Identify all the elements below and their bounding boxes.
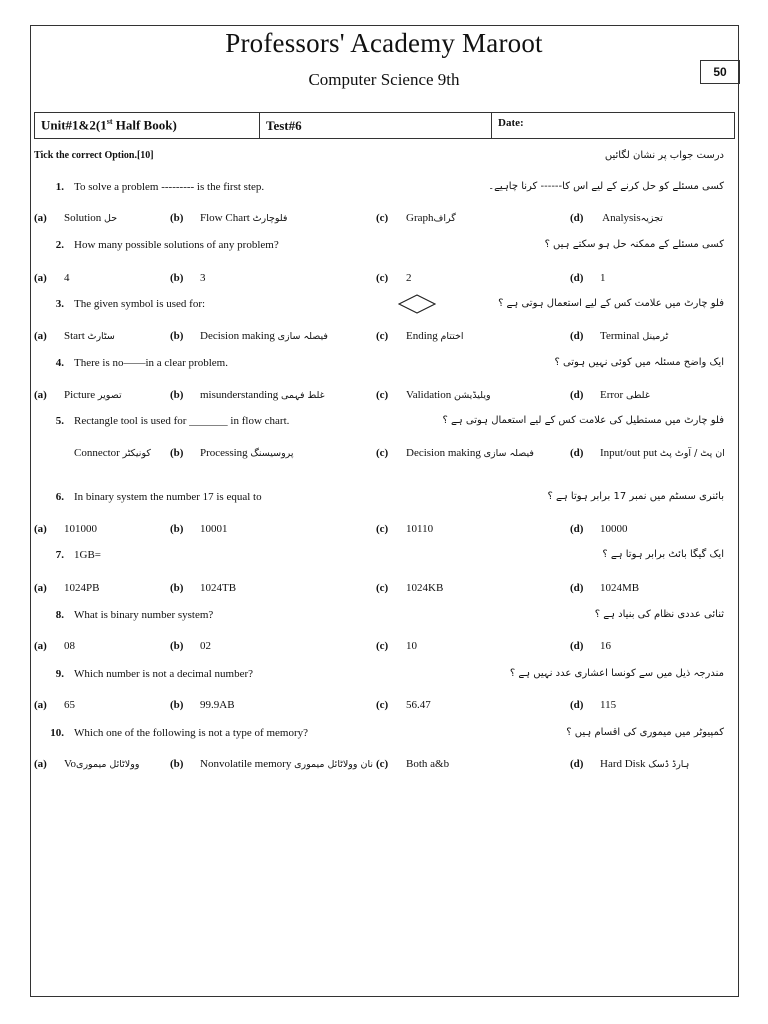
question-number: 4. — [55, 357, 64, 369]
option-urdu: پروسیسنگ — [250, 448, 294, 459]
option-text: 3 — [200, 272, 206, 284]
option-text: 99.9AB — [200, 699, 235, 711]
question-row — [34, 357, 724, 377]
option-label: (c) — [376, 272, 389, 284]
option-a[interactable] — [34, 330, 115, 342]
question-urdu: مندرجہ ذیل میں سے کونسا اعشاری عدد نہیں ہے ؟ — [509, 668, 724, 679]
question-text — [34, 181, 264, 193]
option-label: (a) — [34, 272, 47, 284]
option-label: (d) — [570, 447, 584, 459]
option-label: (d) — [570, 330, 584, 342]
option-text: Connector — [74, 447, 123, 459]
option-label: (b) — [170, 389, 184, 401]
option-label: (a) — [34, 758, 47, 770]
question-english: Rectangle tool is used for _______ in flow chart. — [74, 415, 290, 427]
option-text: Processing — [200, 447, 251, 459]
question-urdu: ایک گیگا بائٹ برابر ہوتا ہے ؟ — [602, 549, 724, 560]
option-a[interactable] — [34, 272, 70, 284]
option-b[interactable] — [170, 758, 373, 770]
option-text: 10000 — [600, 523, 628, 535]
option-text: 1024MB — [600, 582, 640, 594]
option-c[interactable] — [376, 330, 464, 342]
question-english: Which number is not a decimal number? — [74, 668, 253, 680]
option-label: (b) — [170, 699, 184, 711]
option-text: Analysis — [600, 212, 641, 224]
question-text — [34, 491, 262, 503]
option-text: 65 — [64, 699, 75, 711]
question-text — [34, 239, 279, 251]
option-label: (c) — [376, 758, 389, 770]
test-label: Test#6 — [266, 117, 302, 133]
option-a[interactable] — [34, 582, 99, 594]
option-urdu: تجزیہ — [640, 213, 663, 224]
option-label: (a) — [34, 212, 47, 224]
option-urdu: گراف — [433, 213, 456, 224]
option-text: Input/out put — [600, 447, 660, 459]
test-cell — [260, 113, 492, 138]
option-text: Validation — [406, 389, 454, 401]
question-number: 1. — [55, 181, 64, 193]
option-text: 1 — [600, 272, 606, 284]
question-number: 7. — [55, 549, 64, 561]
option-label: (c) — [376, 699, 389, 711]
option-d[interactable] — [570, 640, 611, 652]
question-number: 9. — [55, 668, 64, 680]
date-label: Date: — [498, 117, 524, 129]
option-label: (b) — [170, 640, 184, 652]
question-number: 2. — [55, 239, 64, 251]
option-urdu: غلط فہمی — [280, 390, 325, 401]
option-urdu: ویلیڈیشن — [453, 390, 491, 401]
option-label: (d) — [570, 699, 584, 711]
question-text — [34, 357, 228, 369]
marks-box: 50 — [700, 60, 740, 84]
option-label: (b) — [170, 272, 184, 284]
option-c[interactable] — [376, 582, 443, 594]
option-text: 10 — [406, 640, 417, 652]
option-text: Vo — [64, 758, 77, 770]
option-c[interactable] — [376, 272, 412, 284]
option-text: 1024KB — [406, 582, 444, 594]
question-row — [34, 181, 724, 201]
option-c[interactable] — [376, 758, 449, 770]
question-urdu: کسی مسئلے کو حل کرنے کے لیے اس کا------ کرنا چاہیے۔ — [488, 181, 724, 192]
question-text — [34, 549, 101, 561]
question-text — [34, 298, 205, 310]
question-english: In binary system the number 17 is equal to — [74, 491, 262, 503]
question-urdu: فلو چارٹ میں مستطیل کی علامت کس کے لیے استعمال ہوتی ہے ؟ — [442, 415, 724, 426]
option-text: 10110 — [406, 523, 434, 535]
option-text: 02 — [200, 640, 211, 652]
option-text: Nonvolatile memory — [200, 758, 295, 770]
option-label: (c) — [376, 447, 389, 459]
option-text: Start — [64, 330, 88, 342]
option-b[interactable] — [170, 582, 236, 594]
question-english: Which one of the following is not a type of memory? — [74, 727, 308, 739]
option-urdu: فیصلہ سازی — [277, 331, 328, 342]
question-urdu: ثنائی عددی نظام کی بنیاد ہے ؟ — [594, 609, 724, 620]
option-b[interactable] — [170, 640, 211, 652]
option-b[interactable] — [170, 523, 228, 535]
option-text: 10001 — [200, 523, 228, 535]
option-label: (a) — [34, 389, 47, 401]
option-label: (c) — [376, 330, 389, 342]
option-urdu: ٹرمینل — [642, 331, 669, 342]
option-b[interactable] — [170, 699, 235, 711]
question-urdu: کمپیوٹر میں میموری کی اقسام ہیں ؟ — [566, 727, 724, 738]
unit-cell — [35, 113, 260, 138]
option-urdu: اختتام — [440, 331, 464, 342]
option-label: (d) — [570, 640, 584, 652]
option-text: 1024PB — [64, 582, 100, 594]
option-text: 115 — [600, 699, 617, 711]
option-label: (b) — [170, 582, 184, 594]
option-d[interactable] — [570, 758, 689, 770]
option-text: 101000 — [64, 523, 97, 535]
page-title: Professors' Academy Maroot — [225, 28, 543, 58]
option-label: (b) — [170, 330, 184, 342]
question-english: To solve a problem --------- is the first step. — [74, 181, 265, 193]
question-number: 3. — [55, 298, 64, 310]
option-text: Picture — [64, 389, 98, 401]
option-label: (d) — [570, 212, 584, 224]
unit-label: Unit#1&2(1st Half Book) — [41, 117, 177, 133]
question-english: How many possible solutions of any problem? — [74, 239, 279, 251]
page-border — [30, 25, 739, 997]
option-text: Solution — [64, 212, 105, 224]
option-b[interactable] — [170, 330, 328, 342]
instructions-row — [34, 150, 724, 170]
option-urdu: نان وولاٹائل میموری — [294, 759, 373, 770]
option-d[interactable] — [570, 523, 628, 535]
option-d[interactable] — [570, 447, 725, 459]
option-text: Terminal — [600, 330, 643, 342]
option-a[interactable] — [34, 699, 75, 711]
option-label: (a) — [34, 523, 47, 535]
option-text: 56.47 — [406, 699, 431, 711]
option-text: 2 — [406, 272, 412, 284]
decision-diamond-symbol — [398, 294, 436, 314]
option-urdu: ہارڈ ڈسک — [648, 759, 690, 770]
option-text: misunderstanding — [200, 389, 281, 401]
option-urdu: وولاٹائل میموری — [76, 759, 140, 770]
question-english: What is binary number system? — [74, 609, 214, 621]
option-urdu: کونیکٹر — [122, 448, 151, 459]
question-row — [34, 727, 724, 747]
option-text: 08 — [64, 640, 75, 652]
option-c[interactable] — [376, 389, 491, 401]
option-label: (b) — [170, 523, 184, 535]
instructions-en: Tick the correct Option.[10] — [34, 150, 154, 161]
question-row — [34, 239, 724, 259]
question-english: There is no——in a clear problem. — [74, 357, 228, 369]
option-text: Both a&b — [406, 758, 450, 770]
option-c[interactable] — [376, 212, 456, 224]
question-row — [34, 298, 724, 318]
option-urdu: ان پٹ / آوٹ پٹ — [659, 448, 725, 459]
option-b[interactable] — [170, 447, 294, 459]
question-text — [34, 415, 289, 427]
option-label: (d) — [570, 389, 584, 401]
option-label: (c) — [376, 523, 389, 535]
option-label: (c) — [376, 212, 389, 224]
question-row — [34, 668, 724, 688]
question-text — [34, 609, 213, 621]
option-text: Flow Chart — [200, 212, 253, 224]
option-urdu: فلوچارٹ — [252, 213, 288, 224]
question-number: 6. — [55, 491, 64, 503]
option-text: Error — [600, 389, 626, 401]
option-text: Ending — [406, 330, 441, 342]
date-cell — [492, 113, 734, 138]
option-text: Graph — [406, 212, 434, 224]
option-c[interactable] — [376, 447, 534, 459]
question-english: 1GB= — [74, 549, 101, 561]
option-text: 16 — [600, 640, 611, 652]
option-label: (a) — [34, 640, 47, 652]
option-label: (a) — [34, 582, 47, 594]
option-label: (d) — [570, 582, 584, 594]
option-label: (a) — [34, 330, 47, 342]
option-a[interactable] — [34, 447, 151, 459]
option-urdu: سٹارٹ — [87, 331, 115, 342]
question-urdu: بائنری سسٹم میں نمبر 17 برابر ہوتا ہے ؟ — [547, 491, 724, 502]
option-label: (c) — [376, 582, 389, 594]
option-d[interactable] — [570, 272, 606, 284]
option-urdu: فیصلہ سازی — [483, 448, 534, 459]
question-text — [34, 727, 308, 739]
option-a[interactable] — [34, 758, 139, 770]
option-a[interactable] — [34, 212, 117, 224]
option-c[interactable] — [376, 640, 417, 652]
option-label: (b) — [170, 212, 184, 224]
option-d[interactable] — [570, 330, 668, 342]
question-row — [34, 491, 724, 511]
question-row — [34, 549, 724, 569]
option-label: (d) — [570, 523, 584, 535]
question-urdu: کسی مسئلے کے ممکنہ حل ہو سکتے ہیں ؟ — [544, 239, 724, 250]
option-d[interactable] — [570, 582, 639, 594]
page-subtitle: Computer Science 9th — [308, 70, 460, 89]
option-text: 4 — [64, 272, 70, 284]
option-a[interactable] — [34, 640, 75, 652]
option-b[interactable] — [170, 212, 287, 224]
question-text — [34, 668, 253, 680]
option-text: Decision making — [200, 330, 278, 342]
option-b[interactable] — [170, 272, 206, 284]
instructions-ur: درست جواب پر نشان لگائیں — [604, 150, 724, 161]
option-text: 1024TB — [200, 582, 237, 594]
question-row — [34, 415, 724, 435]
option-label: (c) — [376, 389, 389, 401]
option-d[interactable] — [570, 212, 663, 224]
option-urdu: حل — [104, 213, 118, 224]
option-d[interactable] — [570, 389, 650, 401]
option-d[interactable] — [570, 699, 616, 711]
option-urdu: تصویر — [97, 390, 122, 401]
option-label: (d) — [570, 758, 584, 770]
option-a[interactable] — [34, 523, 97, 535]
question-number: 8. — [55, 609, 64, 621]
option-urdu: غلطی — [625, 390, 650, 401]
option-label: (c) — [376, 640, 389, 652]
question-english: The given symbol is used for: — [74, 298, 206, 310]
option-text: Hard Disk — [600, 758, 649, 770]
option-c[interactable] — [376, 523, 433, 535]
option-label: (b) — [170, 758, 184, 770]
option-a[interactable] — [34, 389, 122, 401]
question-urdu: ایک واضح مسئلہ میں کوئی نہیں ہوتی ؟ — [554, 357, 724, 368]
option-c[interactable] — [376, 699, 431, 711]
question-number: 5. — [55, 415, 64, 427]
question-number: 10. — [50, 727, 64, 739]
option-label: (d) — [570, 272, 584, 284]
question-row — [34, 609, 724, 629]
option-text: Decision making — [406, 447, 484, 459]
option-label: (b) — [170, 447, 184, 459]
option-b[interactable] — [170, 389, 325, 401]
option-label: (a) — [34, 699, 47, 711]
info-bar — [34, 112, 735, 139]
question-urdu: فلو چارٹ میں علامت کس کے لیے استعمال ہوتی ہے ؟ — [498, 298, 724, 309]
